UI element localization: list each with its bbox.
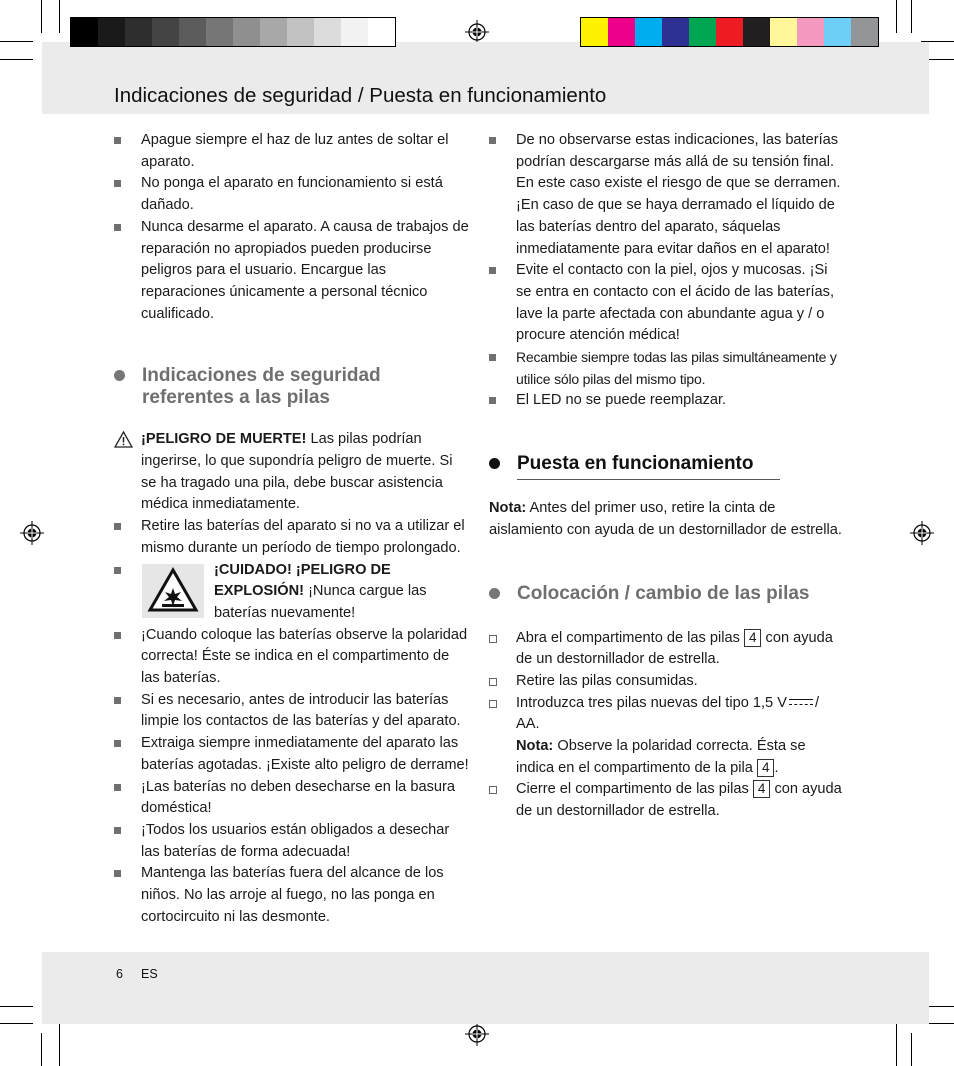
list-item: De no observarse estas indicaciones, las baterías podrían descargarse más allá de su tensión final. En este caso existe el riesgo de que se derramen. ¡En caso de que se haya derramado el líquido de las baterías dentro del aparato, sáquelas inmediatamente para evitar daños en el aparato! <box>489 130 845 260</box>
checkbox-icon <box>489 786 497 794</box>
list-item: Apague siempre el haz de luz antes de soltar el aparato. <box>114 130 470 173</box>
checkbox-icon <box>489 635 497 643</box>
color-swatch <box>851 18 878 46</box>
reference-number: 4 <box>757 759 775 777</box>
bullet-icon <box>114 137 121 144</box>
heading-underline <box>517 479 780 480</box>
color-swatch <box>824 18 851 46</box>
registration-mark-icon <box>910 521 934 545</box>
color-swatch <box>125 18 152 46</box>
list-item: Evite el contacto con la piel, ojos y mucosas. ¡Si se entra en contacto con el ácido de las baterías, lave la parte afectada con abundante agua y / o procure atención médica! <box>489 260 845 347</box>
step-item: Cierre el compartimento de las pilas 4 con ayuda de un destornillador de estrella. <box>489 779 845 822</box>
bullet-icon <box>114 632 121 639</box>
footer-band <box>42 952 929 1024</box>
bullet-icon <box>489 354 496 361</box>
warning-triangle-icon <box>114 431 133 448</box>
left-column <box>114 130 470 929</box>
explosion-hazard-icon <box>142 564 204 618</box>
registration-mark-icon <box>20 521 44 545</box>
grayscale-calibration-bar <box>70 17 396 47</box>
section-heading: Colocación / cambio de las pilas <box>489 583 845 605</box>
color-swatch <box>716 18 743 46</box>
list-item: Nunca desarme el aparato. A causa de trabajos de reparación no apropiados pueden producirse peligros para el usuario. Encargue las reparaciones únicamente a personal técnico cualificado. <box>114 217 470 326</box>
step-item: Introduzca tres pilas nuevas del tipo 1,5 V / AA. Nota: Observe la polaridad correcta. Ésta se indica en el compartimento de la pila 4 . <box>489 693 845 780</box>
list-item: Mantenga las baterías fuera del alcance de los niños. No las arroje al fuego, no las ponga en cortocircuito ni las desmonte. <box>114 863 470 928</box>
bullet-icon <box>114 870 121 877</box>
color-swatch <box>770 18 797 46</box>
heading-bullet-icon <box>114 370 125 381</box>
bullet-icon <box>489 137 496 144</box>
list-item: ¡Cuando coloque las baterías observe la polaridad correcta! Éste se indica en el compartimento de las baterías. <box>114 625 470 690</box>
page-number: 6 <box>116 967 123 981</box>
bullet-icon <box>114 523 121 530</box>
color-swatch <box>179 18 206 46</box>
color-swatch <box>608 18 635 46</box>
reference-number: 4 <box>744 629 762 647</box>
color-calibration-bar <box>580 17 879 47</box>
list-item: ¡Todos los usuarios están obligados a desechar las baterías de forma adecuada! <box>114 820 470 863</box>
color-swatch <box>581 18 608 46</box>
list-item: No ponga el aparato en funcionamiento si está dañado. <box>114 173 470 216</box>
color-swatch <box>743 18 770 46</box>
color-swatch <box>368 18 395 46</box>
bullet-icon <box>114 180 121 187</box>
list-item: Si es necesario, antes de introducir las baterías limpie los contactos de las baterías y del aparato. <box>114 690 470 733</box>
explosion-warning: ¡CUIDADO! ¡PELIGRO DE EXPLOSIÓN! ¡Nunca cargue las baterías nuevamente! <box>114 560 470 625</box>
color-swatch <box>662 18 689 46</box>
list-item: Retire las baterías del aparato si no va a utilizar el mismo durante un período de tiempo prolongado. <box>114 516 470 559</box>
language-code: ES <box>141 967 158 981</box>
registration-mark-icon <box>465 1022 489 1046</box>
color-swatch <box>797 18 824 46</box>
checkbox-icon <box>489 678 497 686</box>
registration-mark-icon <box>465 20 489 44</box>
color-swatch <box>314 18 341 46</box>
checkbox-icon <box>489 700 497 708</box>
bullet-icon <box>489 267 496 274</box>
color-swatch <box>98 18 125 46</box>
list-item: El LED no se puede reemplazar. <box>489 390 845 412</box>
heading-bullet-icon <box>489 588 500 599</box>
color-swatch <box>287 18 314 46</box>
color-swatch <box>152 18 179 46</box>
step-item: Retire las pilas consumidas. <box>489 671 845 693</box>
color-swatch <box>635 18 662 46</box>
color-swatch <box>233 18 260 46</box>
bullet-icon <box>489 397 496 404</box>
list-item: ¡Las baterías no deben desecharse en la basura doméstica! <box>114 777 470 820</box>
bullet-icon <box>114 567 121 574</box>
color-swatch <box>71 18 98 46</box>
color-swatch <box>689 18 716 46</box>
note-paragraph: Nota: Antes del primer uso, retire la cinta de aislamiento con ayuda de un destornillador de estrella. <box>489 500 842 538</box>
reference-number: 4 <box>753 780 771 798</box>
step-item: Abra el compartimento de las pilas 4 con ayuda de un destornillador de estrella. <box>489 628 845 671</box>
page-title: Indicaciones de seguridad / Puesta en funcionamiento <box>114 84 607 107</box>
list-item: Extraiga siempre inmediatamente del aparato las baterías agotadas. ¡Existe alto peligro de derrame! <box>114 733 470 776</box>
bullet-icon <box>114 740 121 747</box>
direct-current-icon <box>787 698 815 708</box>
list-item: Recambie siempre todas las pilas simultáneamente y utilice sólo pilas del mismo tipo. <box>489 347 845 390</box>
heading-bullet-icon <box>489 458 500 469</box>
right-column <box>489 130 845 823</box>
color-swatch <box>260 18 287 46</box>
section-heading: Indicaciones de seguridad referentes a las pilas <box>114 365 470 409</box>
bullet-icon <box>114 827 121 834</box>
steps-list <box>489 628 845 823</box>
color-swatch <box>341 18 368 46</box>
bullet-icon <box>114 784 121 791</box>
bullet-icon <box>114 697 121 704</box>
color-swatch <box>206 18 233 46</box>
danger-warning: ¡PELIGRO DE MUERTE! Las pilas podrían ingerirse, lo que supondría peligro de muerte. Si se ha tragado una pila, debe buscar asistencia médica inmediatamente. <box>114 429 470 516</box>
bullet-icon <box>114 224 121 231</box>
section-heading: Puesta en funcionamiento <box>489 453 845 475</box>
